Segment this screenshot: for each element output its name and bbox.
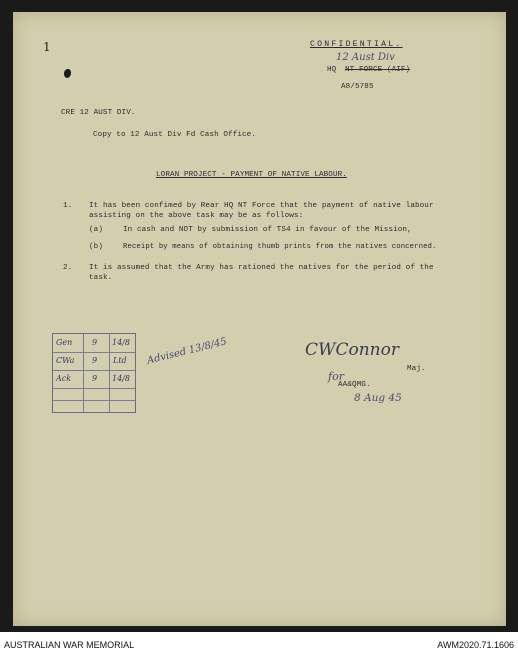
signature-title: AA&QMG. <box>338 381 371 389</box>
margin-mark: 1 <box>43 40 51 54</box>
stamp-cell: 9 <box>92 356 98 365</box>
signature-rank: Maj. <box>407 365 426 373</box>
subject-heading: LORAN PROJECT - PAYMENT OF NATIVE LABOUR. <box>156 171 347 179</box>
footer-accession: AWM2020.71.1606 <box>437 640 514 650</box>
stamp-cell: 14/8 <box>112 338 130 347</box>
classification-label: CONFIDENTIAL. <box>310 40 403 49</box>
stamp-cell: 9 <box>92 338 98 347</box>
stamp-cell: Ltd <box>113 356 127 365</box>
office-stamp <box>52 333 136 413</box>
footer-bar <box>0 632 518 653</box>
signature-date: 8 Aug 45 <box>354 392 402 404</box>
paragraph-line: It is assumed that the Army has rationed the natives for the period of the <box>89 264 434 272</box>
handwritten-unit: 12 Aust Div <box>336 52 395 63</box>
stamp-cell: Ack <box>56 374 72 383</box>
paragraph-line: task. <box>89 274 113 282</box>
document-page <box>13 12 506 626</box>
stamp-cell: CWa <box>56 356 75 365</box>
item-label: (b) <box>89 243 103 251</box>
advised-annotation: Advised 13/8/45 <box>146 336 228 367</box>
paragraph-number: 1. <box>63 202 73 210</box>
copy-to-line: Copy to 12 Aust Div Fd Cash Office. <box>93 131 256 139</box>
file-reference: A8/5785 <box>341 83 374 91</box>
stamp-cell: 14/8 <box>112 374 130 383</box>
hq-prefix: HQ <box>327 66 337 74</box>
footer-source: AUSTRALIAN WAR MEMORIAL <box>4 640 135 650</box>
item-text: In cash and NOT by submission of TS4 in favour of the Mission, <box>123 226 412 234</box>
signature-for: for <box>328 370 344 383</box>
stamp-cell: Gen <box>56 338 73 347</box>
item-label: (a) <box>89 226 103 234</box>
paragraph-line: It has been confimed by Rear HQ NT Force that the payment of native labour <box>89 202 434 210</box>
ink-blot <box>64 69 71 78</box>
struck-unit: NT FORCE (AIF) <box>345 66 411 74</box>
paragraph-line: assisting on the above task may be as follows: <box>89 212 304 220</box>
addressee: CRE 12 AUST DIV. <box>61 109 136 117</box>
paragraph-number: 2. <box>63 264 73 272</box>
signature: CWConnor <box>305 340 399 360</box>
stamp-cell: 9 <box>92 374 98 383</box>
item-text: Receipt by means of obtaining thumb prints from the natives concerned. <box>123 243 437 251</box>
